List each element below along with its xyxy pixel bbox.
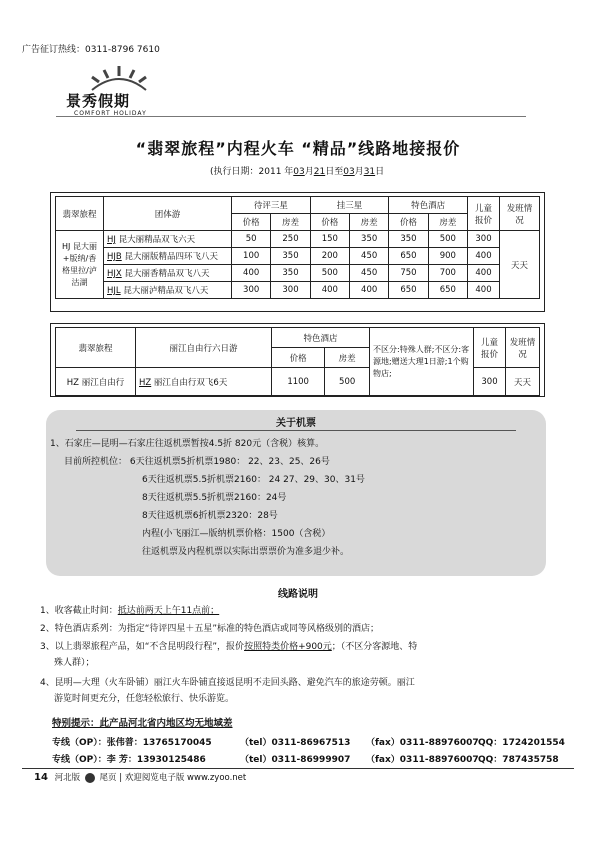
col-special-header: 特色酒店 — [272, 328, 370, 348]
flight-info-box — [46, 410, 546, 576]
route-cell: HZ 丽江自由行 — [56, 368, 136, 396]
hotline-text: 广告征订热线：0311-8796 7610 — [22, 45, 160, 55]
diff-cell: 300 — [271, 282, 310, 299]
child-price-cell: 400 — [468, 282, 500, 299]
flight-line: 8天往返机票5.5折机票2160：24号 — [142, 493, 287, 503]
diff-cell: 450 — [349, 265, 388, 282]
diff-cell: 350 — [271, 248, 310, 265]
contact-line — [52, 752, 559, 765]
route-note-4-cont: 游览时间更充分，任您轻松旅行、快乐游览。 — [54, 694, 235, 704]
subhead-price: 价格 — [232, 214, 271, 231]
price-cell: 400 — [310, 282, 349, 299]
subhead-price: 价格 — [389, 214, 428, 231]
child-price-cell: 300 — [468, 231, 500, 248]
diff-cell: 350 — [349, 231, 388, 248]
tour-name-cell: HJB 昆大丽版精品四环飞八天 — [104, 248, 232, 265]
sun-rays-icon — [84, 64, 154, 92]
route-group-cell: HJ 昆大丽+版纳/香格里拉/泸沽湖 — [56, 231, 104, 299]
tour-name-cell: HJ 昆大丽精品双飞六天 — [104, 231, 232, 248]
col-departure-header: 发班情况 — [506, 328, 540, 368]
departure-cell: 天天 — [506, 368, 540, 396]
col-route-header: 翡翠旅程 — [56, 197, 104, 231]
diff-cell: 700 — [428, 265, 467, 282]
diff-cell: 900 — [428, 248, 467, 265]
flight-line: 目前所控机位： 6天往返机票5折机票1980： 22、23、25、26号 — [64, 457, 330, 467]
flight-line: 6天往返机票5.5折机票2160： 24 27、29、30、31号 — [142, 475, 365, 485]
brand-name-cn: 景秀假期 — [66, 92, 131, 110]
route-notes-heading: 线路说明 — [278, 589, 318, 600]
route-note-3: 3、以上翡翠旅程产品，如“不含昆明段行程”，报价按照特类价格+900元；（不区分客源地、特 — [40, 642, 418, 652]
subhead-diff: 房差 — [271, 214, 310, 231]
route-note-1: 1、收客截止时间：抵达前两天上午11点前； — [40, 606, 220, 616]
page-number: 14 — [34, 772, 48, 783]
col-child-header: 儿童报价 — [474, 328, 506, 368]
flight-heading: 关于机票 — [276, 418, 316, 429]
flight-heading-divider — [76, 430, 516, 431]
special-notice: 特别提示：此产品河北省内地区均无地域差 — [52, 718, 233, 729]
contact-tel: （tel）0311-86967513 — [240, 738, 351, 748]
price-cell: 750 — [389, 265, 428, 282]
price-cell: 650 — [389, 282, 428, 299]
table-row — [56, 248, 540, 265]
child-price-cell: 400 — [468, 265, 500, 282]
tour-name-cell: HJL 昆大丽泸精品双飞八天 — [104, 282, 232, 299]
edition-badge-icon — [85, 773, 95, 783]
child-price-cell: 300 — [474, 368, 506, 396]
col-special-header: 特色酒店 — [389, 197, 468, 214]
table-row — [56, 282, 540, 299]
price-cell: 200 — [310, 248, 349, 265]
price-cell: 650 — [389, 248, 428, 265]
price-cell: 1100 — [272, 368, 325, 396]
footer-separator-icon: | — [119, 773, 125, 783]
contact-tel: （tel）0311-86999907 — [240, 755, 351, 765]
flight-line: 8天往返机票6折机票2320：28号 — [142, 511, 278, 521]
diff-cell: 500 — [325, 368, 370, 396]
departure-cell: 天天 — [500, 231, 540, 299]
table-row — [56, 265, 540, 282]
footer-divider — [22, 768, 574, 769]
brand-name-en: COMFORT HOLIDAY — [74, 110, 147, 117]
tour-name-cell: HJX 昆大丽香精品双飞八天 — [104, 265, 232, 282]
diff-cell: 250 — [271, 231, 310, 248]
tour-name-cell: HZ 丽江自由行双飞6天 — [136, 368, 272, 396]
price-cell: 400 — [232, 265, 271, 282]
subhead-diff: 房差 — [325, 348, 370, 368]
col-route-header: 翡翠旅程 — [56, 328, 136, 368]
price-cell: 150 — [310, 231, 349, 248]
col-departure-header: 发班情况 — [500, 197, 540, 231]
col-star4-header: 待评三星 — [232, 197, 311, 214]
header-divider — [56, 116, 526, 117]
price-cell: 300 — [232, 282, 271, 299]
execution-date: (执行日期：2011 年03月21日至03月31日 — [210, 167, 385, 177]
price-cell: 500 — [310, 265, 349, 282]
contact-name-phone: 专线（OP）：李 芳：13930125486 — [52, 755, 206, 765]
page-title: “翡翠旅程”内程火车 “精品”线路地接报价 — [135, 139, 461, 158]
page-footer — [34, 771, 246, 783]
contact-qq: QQ：1724201554 — [478, 738, 565, 748]
diff-cell: 450 — [349, 248, 388, 265]
section-label: 尾页 — [99, 773, 117, 783]
contact-name-phone: 专线（OP）：张伟普：13765170045 — [52, 738, 212, 748]
contact-fax: （fax）0311-88976007 — [366, 738, 479, 748]
price-cell: 100 — [232, 248, 271, 265]
contact-line — [52, 735, 565, 748]
route-note-4: 4、昆明—大理（火车卧铺）丽江火车卧铺直接返昆明不走回头路、避免汽车的旅途劳顿。丽江 — [40, 678, 415, 688]
subhead-price: 价格 — [310, 214, 349, 231]
diff-cell: 400 — [349, 282, 388, 299]
route-note-2: 2、特色酒店系列：为指定“待评四星＋五星”标准的特色酒店或同等风格级别的酒店； — [40, 624, 380, 634]
brand-logo — [56, 64, 176, 124]
contact-fax: （fax）0311-88976007 — [366, 755, 479, 765]
route-note-3-cont: 殊人群）； — [54, 658, 95, 668]
diff-cell: 500 — [428, 231, 467, 248]
col-tour-header: 团体游 — [104, 197, 232, 231]
footer-slogan: 欢迎阅览电子版 www.zyoo.net — [124, 773, 247, 783]
price-cell: 350 — [389, 231, 428, 248]
free-travel-table — [55, 327, 540, 396]
table-row — [56, 231, 540, 248]
contact-qq: QQ：787435758 — [478, 755, 559, 765]
notes-cell: 不区分:特殊人群;不区分:客源地;赠送大理1日游;1个购物店; — [370, 328, 474, 396]
col-star3-header: 挂三星 — [310, 197, 389, 214]
diff-cell: 650 — [428, 282, 467, 299]
flight-line: 往返机票及内程机票以实际出票票价为准多退少补。 — [142, 547, 350, 557]
subhead-diff: 房差 — [349, 214, 388, 231]
col-child-header: 儿童报价 — [468, 197, 500, 231]
diff-cell: 350 — [271, 265, 310, 282]
subhead-diff: 房差 — [428, 214, 467, 231]
child-price-cell: 400 — [468, 248, 500, 265]
col-tour-header: 丽江自由行六日游 — [136, 328, 272, 368]
edition-label: 河北版 — [54, 773, 81, 783]
flight-line: 1、石家庄—昆明—石家庄往返机票暂按4.5折 820元（含税）核算。 — [50, 439, 325, 449]
price-cell: 50 — [232, 231, 271, 248]
subhead-price: 价格 — [272, 348, 325, 368]
tour-price-table — [55, 196, 540, 299]
flight-line: 内程(小飞丽江—版纳机票价格：1500（含税） — [142, 529, 331, 539]
